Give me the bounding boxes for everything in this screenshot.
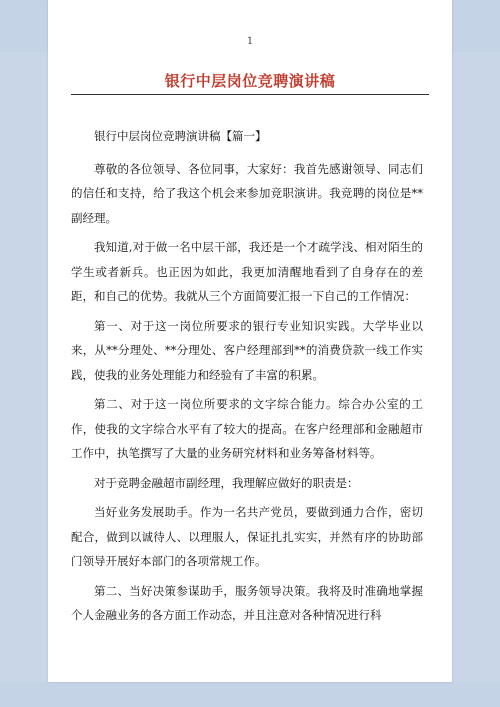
paragraph: 对于竞聘金融超市副经理，我理解应做好的职责是： [94,475,359,490]
section-heading: 银行中层岗位竞聘演讲稿【篇一】 [94,129,267,143]
bottom-background-band [0,682,500,707]
paragraph: 第二、当好决策参谋助手，服务领导决策。我将及时准确地掌握个人金融业务的各方面工作动态，并且注意对各种情况进行科 [71,583,423,622]
paragraph: 当好业务发展助手。作为一名共产党员，要做到通力合作，密切配合，做到以诚待人、以理服人，保证扎扎实实，并然有序的协助部门领导开展好本部门的各项常规工作。 [71,505,423,568]
paragraph: 我知道,对于做一名中层干部，我还是一个才疏学浅、相对陌生的学生或者新兵。也正因为如此，我更加清醒地看到了自身存在的差距，和自己的优势。我就从三个方面简要汇报一下自己的工作情况： [71,240,423,303]
document-body [71,124,423,633]
page-number: 1 [246,36,254,47]
paragraph: 尊敬的各位领导、各位同事，大家好：我首先感谢领导、同志们的信任和支持，给了我这个机会来参加竞职演讲。我竞聘的岗位是**副经理。 [71,161,423,225]
paragraph: 第一、对于这一岗位所要求的银行专业知识实践。大学毕业以来，从**分理处、**分理处、客户经理部到**的消费贷款一线工作实践，使我的业务处理能力和经验有了丰富的积累。 [71,318,423,382]
paragraph: 第二、对于这一岗位所要求的文字综合能力。综合办公室的工作，使我的文字综合水平有了较大的提高。在客户经理部和金融超市工作中，执笔撰写了大量的业务研究材料和业务筹备材料等。 [71,397,423,460]
document-page [48,0,452,682]
title-divider [71,94,429,95]
document-title: 银行中层岗位竞聘演讲稿 [164,72,336,90]
